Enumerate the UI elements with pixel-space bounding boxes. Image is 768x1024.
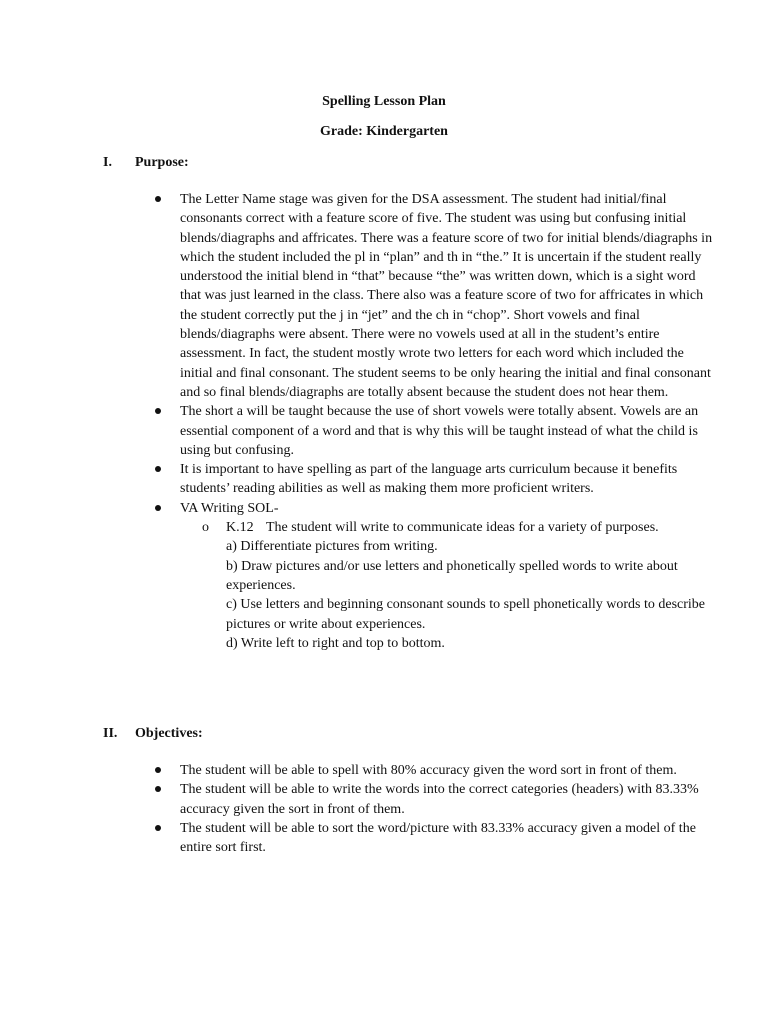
list-item: The student will be able to sort the word/picture with 83.33% accuracy given a model of the entire sort first. — [180, 819, 715, 858]
sol-item: c) Use letters and beginning consonant sounds to spell phonetically words to describe pictures or write about experiences. — [226, 597, 706, 632]
bullet-icon — [155, 408, 161, 414]
bullet-icon — [155, 505, 161, 511]
bullet-icon — [155, 767, 161, 773]
section-title: Purpose: — [135, 155, 189, 170]
list-item: The short a will be taught because the use of short vowels were totally absent. Vowels are an essential component of a word and that is why this will be taught instead of what the child is using but confusing. — [180, 402, 715, 460]
objectives-list — [180, 761, 715, 857]
sol-item: a) Differentiate pictures from writing. — [226, 539, 438, 555]
sol-item: d) Write left to right and top to bottom. — [226, 635, 445, 651]
section-number: II. — [103, 726, 118, 741]
sol-code: K.12 — [226, 520, 254, 536]
purpose-list — [180, 190, 715, 653]
list-item: The Letter Name stage was given for the DSA assessment. The student had initial/final consonants correct with a feature score of five. The student was using but confusing initial blends/diagraphs and affricates. There was a feature score of two for initial blends/diagraphs in which the student included the pl in “plan” and th in “the.” It is uncertain if the student really understood the initial blend in “that” because “the” was written down, which is a sight word that was just learned in the class. There also was a feature score of two for affricates in which the student correctly put the j in “jet” and the ch in “chop”. Short vowels and final blends/diagraphs were absent. There were no vowels used at all in the student’s entire assessment. In fact, the student mostly wrote two letters for each word which included the initial and final consonant. The student seems to be only hearing the initial and final consonant and so final blends/diagraphs are totally absent because the student does not hear them. — [180, 190, 715, 402]
list-item: The student will be able to spell with 80% accuracy given the word sort in front of them. — [180, 761, 715, 780]
bullet-icon — [155, 466, 161, 472]
sol-standard — [202, 518, 715, 653]
list-item: VA Writing SOL- o K.12 The student will write to communicate ideas for a variety of purposes. a) Differentiate pictures from writing. b) Draw pictures and/or use letters and phonetically spelled words to write about experiences. c) Use letters and beginning consonant sounds to spell phonetically words to describe pictures or write about experiences. d) Write left to right and top to bottom. — [180, 499, 715, 653]
list-item: The student will be able to write the words into the correct categories (headers) with 83.33% accuracy given the sort in front of them. — [180, 780, 715, 819]
bullet-icon — [155, 825, 161, 831]
grade-heading: Grade: Kindergarten — [320, 124, 448, 139]
section-purpose-heading — [103, 154, 189, 172]
sub-bullet-icon: o — [202, 520, 209, 536]
section-number: I. — [103, 155, 112, 170]
section-title: Objectives: — [135, 726, 203, 741]
document-title: Spelling Lesson Plan — [322, 94, 446, 109]
section-objectives-heading — [103, 725, 203, 743]
sol-text: The student will write to communicate ideas for a variety of purposes. — [266, 520, 659, 536]
sol-statement — [226, 518, 715, 537]
list-item: It is important to have spelling as part of the language arts curriculum because it benefits students’ reading abilities as well as making them more proficient writers. — [180, 460, 715, 499]
bullet-icon — [155, 786, 161, 792]
sol-item: b) Draw pictures and/or use letters and phonetically spelled words to write about experiences. — [226, 558, 678, 593]
bullet-icon — [155, 196, 161, 202]
